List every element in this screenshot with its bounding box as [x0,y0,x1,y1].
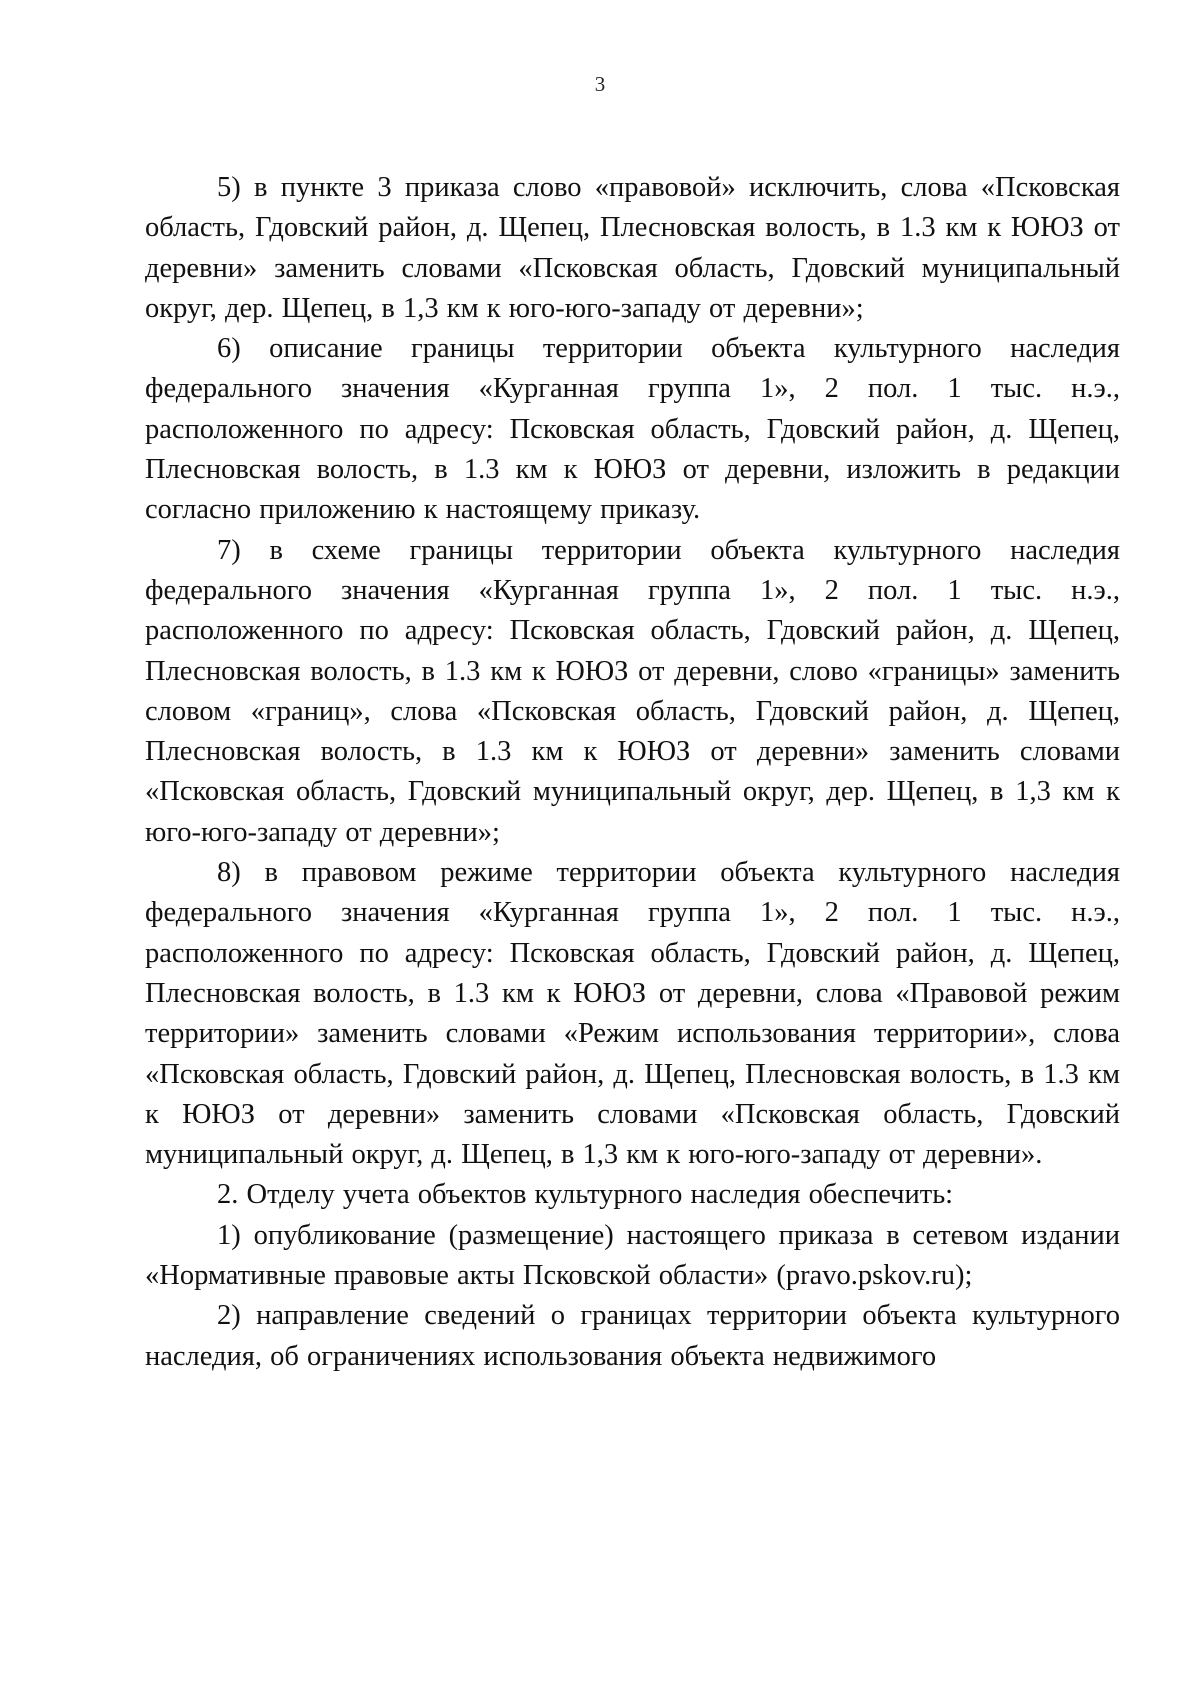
paragraph-item-5: 5) в пункте 3 приказа слово «правовой» исключить, слова «Псковская область, Гдовский район, д. Щепец, Плесновская волость, в 1.3 км к ЮЮЗ от деревни» заменить словами «Псковская область, Гдовский муниципальный округ, дер. Щепец, в 1,3 км к юго-юго-западу от деревни»; [145,172,1120,324]
paragraph-item-7: 7) в схеме границы территории объекта культурного наследия федерального значения «Курганная группа 1», 2 пол. 1 тыс. н.э., расположенного по адресу: Псковская область, Гдовский район, д. Щепец, Плесновская волость, в 1.3 км к ЮЮЗ от деревни, слово «границы» заменить словом «границ», слова «Псковская область, Гдовский район, д. Щепец, Плесновская волость, в 1.3 км к ЮЮЗ от деревни» заменить словами «Псковская область, Гдовский муниципальный округ, дер. Щепец, в 1,3 км к юго-юго-западу от деревни»; [145,534,1120,848]
paragraph-subitem-1: 1) опубликование (размещение) настоящего приказа в сетевом издании «Нормативные правовые акты Псковской области» (pravo.pskov.ru); [145,1219,1120,1292]
paragraph-subitem-2: 2) направление сведений о границах территории объекта культурного наследия, об ограничениях использования объекта недвижимого [145,1300,1120,1372]
document-body [145,168,1120,1377]
paragraph-section-2: 2. Отделу учета объектов культурного наследия обеспечить: [217,1179,954,1211]
paragraph-item-6: 6) описание границы территории объекта культурного наследия федерального значения «Курганная группа 1», 2 пол. 1 тыс. н.э., расположенного по адресу: Псковская область, Гдовский район, д. Щепец, Плесновская волость, в 1.3 км к ЮЮЗ от деревни, изложить в редакции согласно приложению к настоящему приказу. [145,333,1120,526]
page-number: 3 [594,72,606,96]
paragraph-item-8: 8) в правовом режиме территории объекта культурного наследия федерального значения «Курганная группа 1», 2 пол. 1 тыс. н.э., расположенного по адресу: Псковская область, Гдовский район, д. Щепец, Плесновская волость, в 1.3 км к ЮЮЗ от деревни, слова «Правовой режим территории» заменить словами «Режим использования территории», слова «Псковская область, Гдовский район, д. Щепец, Плесновская волость, в 1.3 км к ЮЮЗ от деревни» заменить словами «Псковская область, Гдовский муниципальный округ, д. Щепец, в 1,3 км к юго-юго-западу от деревни». [145,857,1120,1171]
